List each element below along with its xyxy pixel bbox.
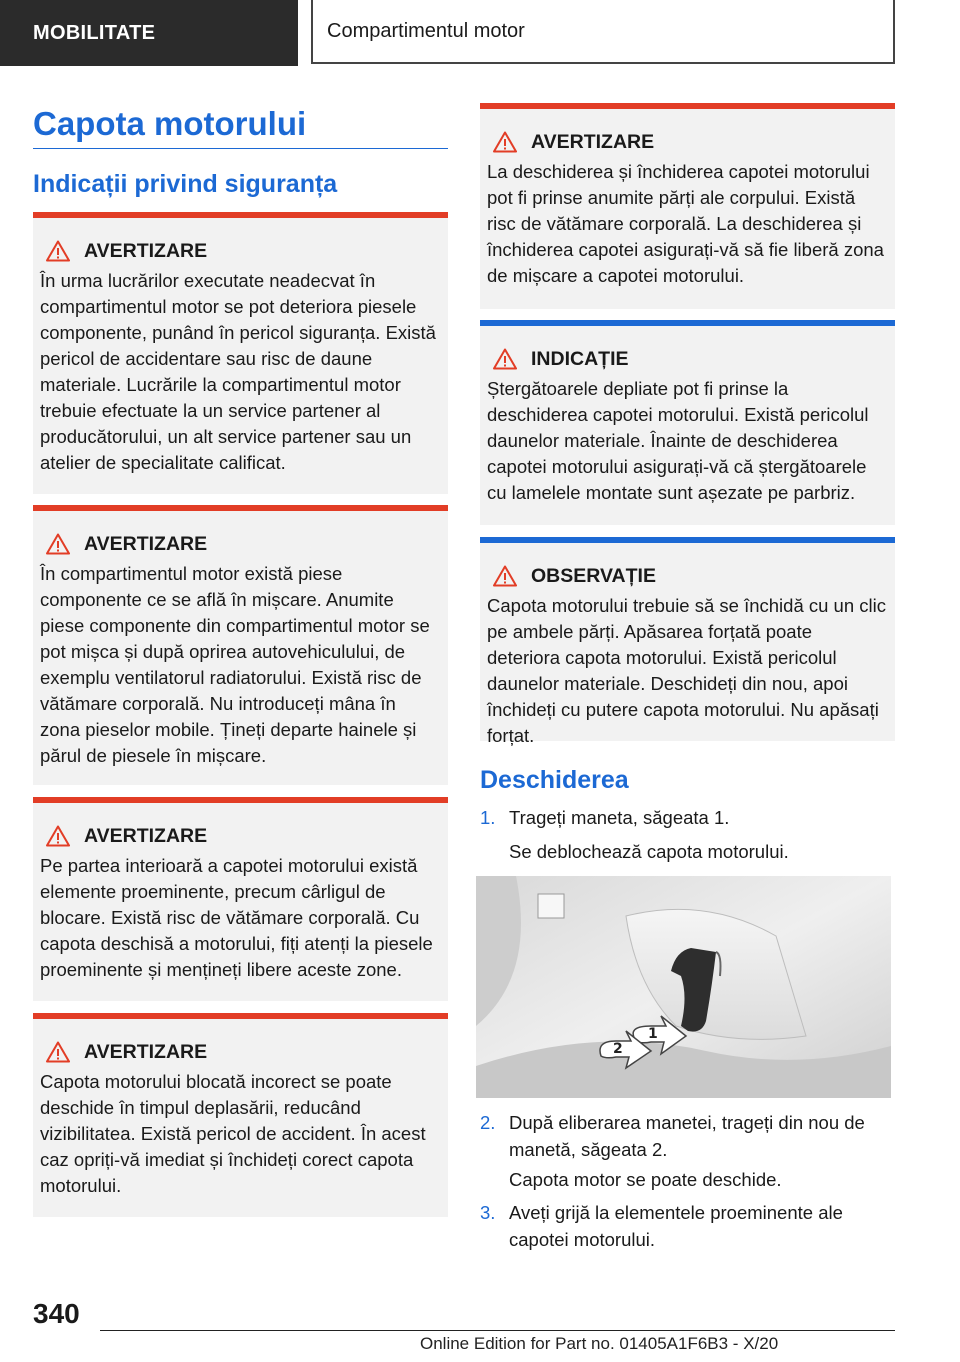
step-item bbox=[480, 1109, 895, 1163]
opening-heading: Deschiderea bbox=[480, 766, 629, 794]
notice-kind: AVERTIZARE bbox=[84, 825, 208, 847]
page-header bbox=[0, 0, 960, 66]
notice-heading bbox=[487, 129, 888, 155]
notice-text: Pe partea interioară a capotei motorului există elemente proeminente, precum cârligul de blocare. Există risc de vătămare corporală. Cu capota deschisă a motorului, fiți atenți la piesele proeminente și mențineți libere aceste zone. bbox=[40, 855, 433, 980]
notice-kind: AVERTIZARE bbox=[84, 1041, 208, 1063]
notice-kind: OBSERVAȚIE bbox=[531, 565, 656, 587]
notice-kind: AVERTIZARE bbox=[84, 240, 208, 262]
step-number: 1. bbox=[480, 807, 496, 828]
page-title: Capota motorului bbox=[33, 104, 448, 149]
warning-triangle-icon bbox=[46, 1041, 70, 1063]
warning-triangle-icon bbox=[46, 240, 70, 262]
step-text: Aveți grijă la elementele proeminente ale capotei motorului. bbox=[509, 1202, 843, 1250]
notice-kind: INDICAȚIE bbox=[531, 348, 629, 370]
warning-box bbox=[480, 103, 895, 309]
hood-release-lever-figure bbox=[476, 876, 891, 1098]
step-number: 3. bbox=[480, 1202, 496, 1223]
step-text: Trageți maneta, săgeata 1. bbox=[509, 807, 730, 828]
notice-text: În compartimentul motor există piese componente ce se află în mișcare. Anumite piese componente din compartimentul motor se pot mișca și după oprirea autovehiculului, de exemplu ventilatorul radiatorului. Există risc de vătămare corporală. Nu introduceți mâna în zona pieselor mobile. Țineți departe hainele și părul de piesele în mișcare. bbox=[40, 563, 430, 766]
step-result: Se deblochează capota motorului. bbox=[509, 841, 789, 862]
step-item bbox=[480, 1199, 895, 1253]
notice-heading bbox=[40, 1039, 441, 1065]
step-result: Capota motor se poate deschide. bbox=[509, 1169, 782, 1190]
safety-subtitle: Indicații privind siguranța bbox=[33, 170, 338, 198]
warning-triangle-icon bbox=[493, 131, 517, 153]
notice-kind: AVERTIZARE bbox=[84, 533, 208, 555]
edition-note: Online Edition for Part no. 01405A1F6B3 - X/20 bbox=[420, 1334, 779, 1353]
notice-text: Capota motorului trebuie să se închidă cu un clic pe ambele părți. Apăsarea forțată poate deteriora capota motorului. Există pericolul daunelor materiale. Deschideți din nou, apoi închideți cu putere capota motorului. Nu apăsați forțat. bbox=[487, 595, 886, 746]
notice-heading bbox=[40, 238, 441, 264]
arrow-label-2: 2 bbox=[613, 1041, 623, 1057]
indication-box bbox=[480, 320, 895, 525]
section-tab: MOBILITATE bbox=[0, 0, 298, 66]
warning-box bbox=[33, 505, 448, 785]
arrow-label-1: 1 bbox=[648, 1026, 658, 1042]
warning-triangle-icon bbox=[46, 533, 70, 555]
warning-triangle-icon bbox=[493, 348, 517, 370]
step-item bbox=[480, 804, 895, 831]
lever-illustration bbox=[476, 876, 891, 1098]
step-number: 2. bbox=[480, 1112, 496, 1133]
warning-triangle-icon bbox=[493, 565, 517, 587]
notice-text: În urma lucrărilor executate neadecvat în compartimentul motor se pot deteriora piesele componente, punând în pericol siguranța. Există pericol de accidentare sau risc de daune materiale. Lucrările la compartimentul motor trebuie efectuate la un service partener al producătorului, un alt service partener sau un atelier de specialitate calificat. bbox=[40, 270, 436, 473]
page-number: 340 bbox=[33, 1298, 80, 1329]
notice-heading bbox=[487, 346, 888, 372]
notice-heading bbox=[40, 823, 441, 849]
footer-divider bbox=[100, 1330, 895, 1331]
warning-box bbox=[33, 797, 448, 1001]
step-text: După eliberarea manetei, trageți din nou de manetă, săgeata 2. bbox=[509, 1112, 865, 1160]
warning-box bbox=[33, 1013, 448, 1217]
warning-triangle-icon bbox=[46, 825, 70, 847]
notice-heading bbox=[487, 563, 888, 589]
warning-box bbox=[33, 212, 448, 494]
notice-kind: AVERTIZARE bbox=[531, 131, 655, 153]
chapter-title: Compartimentul motor bbox=[311, 0, 895, 64]
notice-heading bbox=[40, 531, 441, 557]
notice-text: Ștergătoarele depliate pot fi prinse la deschiderea capotei motorului. Există pericolul daunelor materiale. Înainte de deschiderea capotei motorului asigurați-vă că ștergătoarele cu lamelele montate sunt așezate pe parbriz. bbox=[487, 378, 869, 503]
notice-text: La deschiderea și închiderea capotei motorului pot fi prinse anumite părți ale corpului. Există risc de vătămare corporală. La deschiderea și închiderea capotei asigurați-vă să fie liberă zona de mișcare a capotei motorului. bbox=[487, 161, 884, 286]
notice-text: Capota motorului blocată incorect se poate deschide în timpul deplasării, reducând vizibilitatea. Există pericol de accident. În acest caz opriți-vă imediat și închideți corect capota motorului. bbox=[40, 1071, 426, 1196]
observation-box bbox=[480, 537, 895, 746]
